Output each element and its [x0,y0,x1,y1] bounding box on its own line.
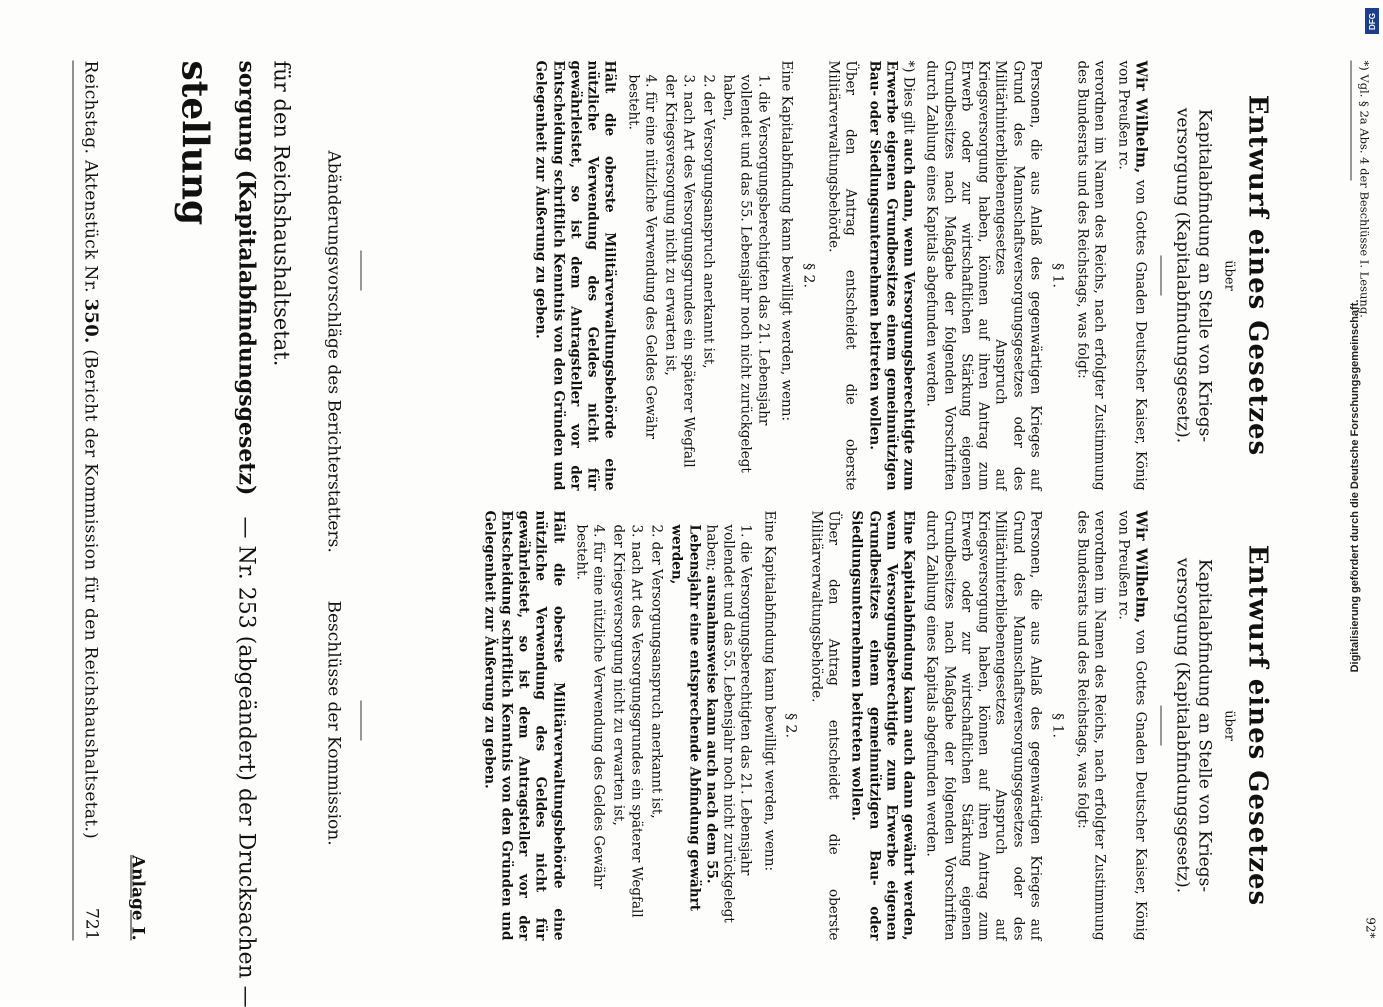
anlage-label: Anlage I. [127,854,147,940]
left-title: Entwurf eines Gesetzes [1242,94,1272,456]
dfg-logo-icon [1365,8,1379,34]
col-rule-left [360,250,361,290]
right-sec1: § 1. [1048,712,1065,738]
right-sec2: § 2. [782,712,799,738]
left-intro-2: verordnen im Namen des Reichs, nach erfolgter Zustimmung des Bundesrats und des Reichstags, was folgt: [1074,60,1108,490]
right-sep [1160,705,1161,745]
right-item-1-plain: 1. die Versorgungsberechtigten das 21. Lebensjahr vollendet und das 55. Lebensjahr noch nicht zurückgelegt haben; [702,524,754,923]
left-ueber: über [1220,259,1236,291]
dfg-credit [1335,10,1375,990]
dfg-logo-text: DFG [1367,12,1377,30]
left-item-4: 4. für eine nützliche Verwendung des Geldes Gewähr besteht. [624,74,658,439]
right-subtitle: Kapitalabfindung an Stelle von Kriegs- versorgung (Kapitalabfindungsgesetz). [1172,557,1215,893]
right-intro-rest: von Gottes Gnaden Deutscher Kaiser, König von Preußen rc. [1114,510,1148,941]
left-sep [1160,255,1161,295]
dfg-credit-text: Digitalisierung gefördert durch die Deutsche Forschungsgemeinschaft. [1349,299,1361,673]
left-p3: Über den Antrag entscheidet die oberste Militärverwaltungsbehörde. [825,60,859,490]
left-intro [1113,60,1150,490]
left-p2 [864,60,916,490]
col-head-left: Abänderungsvorschläge des Berichterstatters. [323,150,343,553]
left-item-3: 3. nach Art des Versorgungsgrundes ein späterer Wegfall der Kriegsversorgung nicht zu erwarten ist, [662,74,696,468]
left-p2-bold: auch dann, wenn Versorgungsberechtigte zum Erwerbe eigenen Grundbesitzes einem gemeinnützigen Bau- oder Siedlungsunternehmen beitreten wollen. [865,60,917,490]
right-p2: Eine Kapitalabfindung kann auch dann gewährt werden, wenn Versorgungsberechtigte zum Erwerbe eigenen Grundbesitzes einem gemeinnützigen Bau- oder Siedlungsunternehmen beitreten wollen. [848,510,917,940]
right-p3: Über den Antrag entscheidet die oberste Militärverwaltungsbehörde. [807,510,842,940]
right-intro-2: verordnen im Namen des Reichs, nach erfolgter Zustimmung des Bundesrats und des Reichstags, was folgt: [1074,510,1108,940]
heading-line2 [233,60,259,1007]
page-header [67,60,101,940]
right-ueber: über [1220,709,1236,741]
page-number: 721 [81,907,101,940]
heading-line2-right: — Nr. 253 (abgeändert) der Drucksachen — [233,515,258,1007]
heading-line2-left: sorgung (Kapitalabfindungsgesetz) [233,60,259,495]
heading-line3: für den Reichshaushaltsetat. [269,60,293,366]
heading-fragment: stellung [173,60,215,225]
left-item-1: 1. die Versorgungsberechtigten das 21. Lebensjahr vollendet und das 55. Lebensjahr noch nicht zurückgelegt haben, [720,74,771,473]
footnote: *) Vgl. § 2a Abs. 4 der Beschlüsse I. Lesung. [1357,60,1371,318]
right-p4: Eine Kapitalabfindung kann bewilligt werden, wenn: [760,510,777,871]
page-mark: 92* [1363,916,1377,938]
right-p5: Hält die oberste Militärverwaltungsbehörde eine nützliche Verwendung des Geldes nicht für gewährleistet, so ist dem Antragsteller vor der Entscheidung schriftlich Kenntnis von den Gründen und Gelegenheit zur Äußerung zu geben. [480,510,566,940]
left-p2-lead: *) Dies gilt [900,60,917,134]
left-p1: Personen, die aus Anlaß des gegenwärtigen Krieges auf Grund des Mannschaftsversorgungsgesetzes oder des Militärhinterbliebenengesetzes Anspruch auf Kriegsversorgung haben, können auf ihren Antrag zum Erwerb oder zur wirtschaftlichen Stärkung eigenen Grundbesitzes nach Maßgabe der folgenden Vorschriften durch Zahlung eines Kapitals abgefunden werden. [923,60,1043,490]
right-intro-name: Wir Wilhelm, [1131,510,1150,623]
left-intro-name: Wir Wilhelm, [1131,60,1150,173]
left-item-2: 2. der Versorgungsanspruch anerkannt ist, [699,74,716,369]
right-item-1 [667,510,753,940]
header-left: Reichstag. Aktenstück Nr. [80,60,100,293]
right-item-1-bold: ausnahmsweise kann auch nach dem 55. Lebensjahr eine entsprechende Abfindung gewährt werden, [668,524,719,911]
right-item-2: 2. der Versorgungsanspruch anerkannt ist, [648,524,664,819]
right-item-4: 4. für eine nützliche Verwendung des Geldes Gewähr besteht. [572,524,607,889]
left-sec2: § 2. [799,262,816,288]
left-intro-rest: von Gottes Gnaden Deutscher Kaiser, König von Preußen rc. [1114,60,1148,491]
right-intro [1113,510,1150,940]
col-head-right: Beschlüsse der Kommission. [323,600,343,846]
left-p5: Hält die oberste Militärverwaltungsbehörde eine nützliche Verwendung des Geldes nicht für gewährleistet, so ist dem Antragsteller vor der Entscheidung schriftlich Kenntnis von den Gründen und Gelegenheit zur Äußerung zu geben. [532,60,618,490]
header-number: 350. [80,298,101,344]
left-subtitle: Kapitalabfindung an Stelle von Kriegs- versorgung (Kapitalabfindungsgesetz). [1172,107,1215,443]
header-rule [72,60,73,940]
left-column [373,60,1273,490]
header-mid: (Bericht der Kommission für den Reichshaushaltsetat.) [80,348,100,839]
left-p4: Eine Kapitalabfindung kann bewilligt werden, wenn: [777,60,794,421]
right-item-3: 3. nach Art des Versorgungsgrundes ein späterer Wegfall der Kriegsversorgung nicht zu erwarten ist, [610,524,644,918]
left-sec1: § 1. [1048,262,1065,288]
col-rule-right [360,700,361,740]
right-p1: Personen, die aus Anlaß des gegenwärtigen Krieges auf Grund des Mannschaftsversorgungsgesetzes oder des Militärhinterbliebenengesetzes Anspruch auf Kriegsversorgung haben, können auf ihren Antrag zum Erwerb oder zur wirtschaftlichen Stärkung eigenen Grundbesitzes nach Maßgabe der folgenden Vorschriften durch Zahlung eines Kapitals abgefunden werden. [923,510,1043,940]
right-column [373,510,1273,940]
right-title: Entwurf eines Gesetzes [1242,544,1272,906]
